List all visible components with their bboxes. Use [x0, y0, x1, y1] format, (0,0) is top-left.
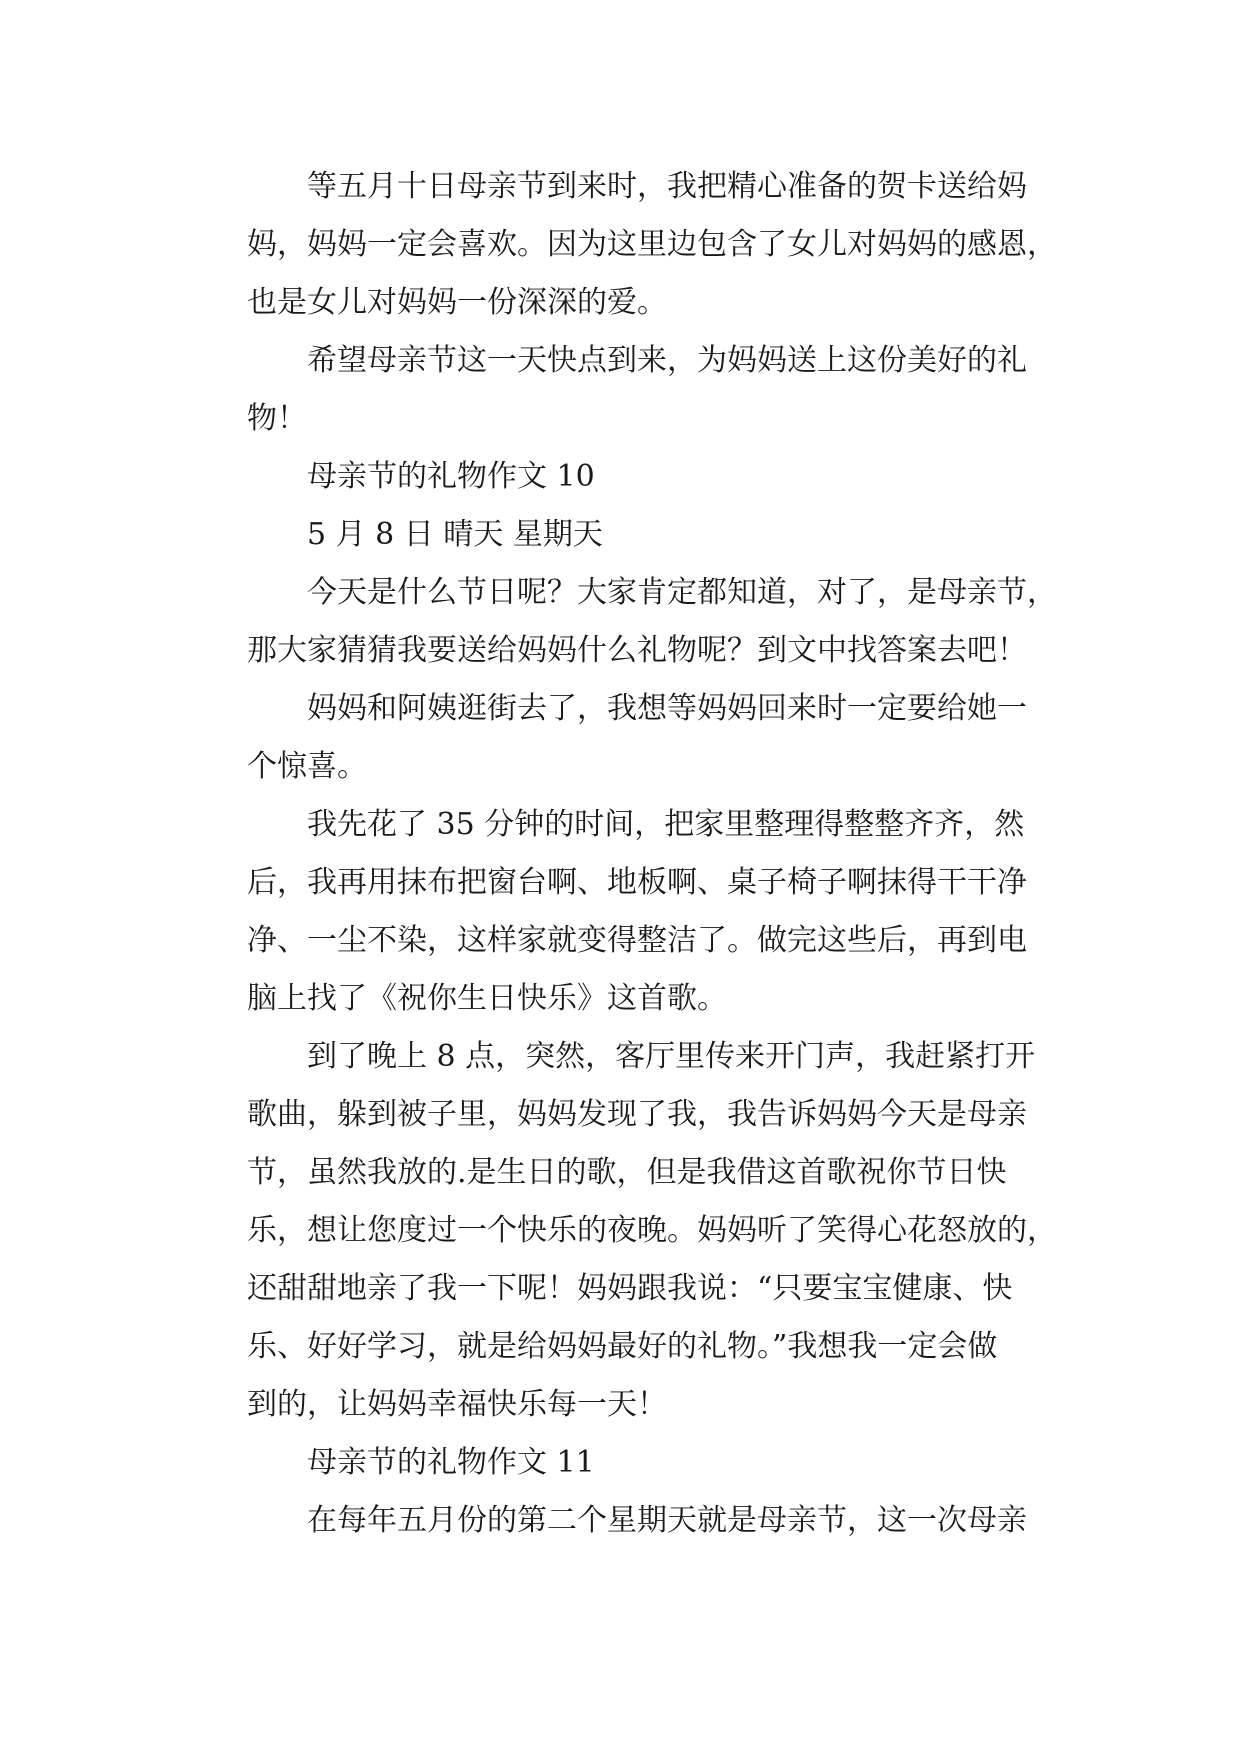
text-line: 我先花了 35 分钟的时间，把家里整理得整整齐齐，然	[307, 807, 1025, 842]
text-line: 到了晚上 8 点，突然，客厅里传来开门声，我赶紧打开	[307, 1039, 1036, 1074]
text-line: 歌曲，躲到被子里，妈妈发现了我，我告诉妈妈今天是母亲	[247, 1097, 1027, 1132]
text-line: 那大家猜猜我要送给妈妈什么礼物呢？到文中找答案去吧！	[247, 633, 1027, 668]
heading-text: 母亲节的礼物作文 10	[307, 459, 595, 494]
section-heading	[187, 1434, 1053, 1492]
text-line: 个惊喜。	[247, 749, 367, 784]
document-page	[187, 158, 1057, 1550]
paragraph	[187, 1492, 1053, 1550]
text-line: 在每年五月份的第二个星期天就是母亲节，这一次母亲	[307, 1503, 1027, 1538]
paragraph	[187, 1028, 1057, 1434]
paragraph	[187, 680, 1053, 796]
text-line: 妈妈和阿姨逛街去了，我想等妈妈回来时一定要给她一	[307, 691, 1027, 726]
text-line: 等五月十日母亲节到来时，我把精心准备的贺卡送给妈	[307, 169, 1027, 204]
text-line: 也是女儿对妈妈一份深深的爱。	[247, 285, 667, 320]
diary-date-line	[187, 506, 1053, 564]
text-line: 脑上找了《祝你生日快乐》这首歌。	[247, 981, 727, 1016]
text-line: 净、一尘不染，这样家就变得整洁了。做完这些后，再到电	[247, 923, 1027, 958]
text-line: 物！	[247, 401, 307, 436]
text-line: 妈，妈妈一定会喜欢。因为这里边包含了女儿对妈妈的感恩，	[247, 227, 1057, 262]
text-line: 乐、好好学习，就是给妈妈最好的礼物。”我想我一定会做	[247, 1329, 998, 1364]
text-line: 节，虽然我放的.是生日的歌，但是我借这首歌祝你节日快	[247, 1155, 1007, 1190]
heading-text: 母亲节的礼物作文 11	[307, 1445, 595, 1480]
paragraph	[187, 564, 1057, 680]
text-line: 到的，让妈妈幸福快乐每一天！	[247, 1387, 667, 1422]
date-text: 5 月 8 日 晴天 星期天	[307, 517, 603, 552]
paragraph	[187, 158, 1057, 332]
text-line: 今天是什么节日呢？大家肯定都知道，对了，是母亲节，	[307, 575, 1057, 610]
text-line: 还甜甜地亲了我一下呢！妈妈跟我说：“只要宝宝健康、快	[247, 1271, 1013, 1306]
text-line: 乐，想让您度过一个快乐的夜晚。妈妈听了笑得心花怒放的，	[247, 1213, 1057, 1248]
paragraph	[187, 332, 1053, 448]
text-line: 后，我再用抹布把窗台啊、地板啊、桌子椅子啊抹得干干净	[247, 865, 1027, 900]
paragraph	[187, 796, 1053, 1028]
section-heading	[187, 448, 1053, 506]
text-line: 希望母亲节这一天快点到来，为妈妈送上这份美好的礼	[307, 343, 1027, 378]
